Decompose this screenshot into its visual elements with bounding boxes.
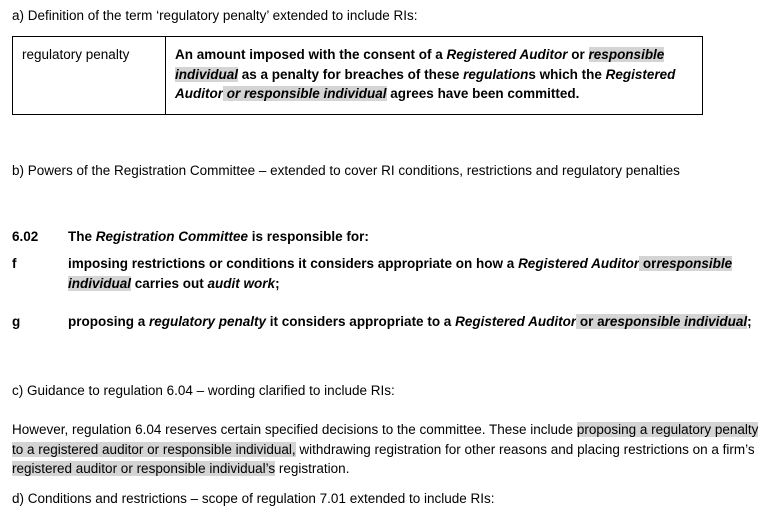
clause-text-after: is responsible for: [248, 228, 369, 244]
text-run: Registered Auditor [518, 256, 640, 271]
section-d-heading: d) Conditions and restrictions – scope of regulation 7.01 extended to include RIs: [12, 491, 495, 506]
text-run: imposing restrictions or conditions it considers appropriate on how a [68, 256, 519, 271]
text-run: However, regulation 6.04 reserves certain specified decisions to the committee. These include [12, 422, 577, 437]
definition-table [12, 36, 703, 115]
definition-term: regulatory penalty [13, 37, 166, 115]
text-run: or [567, 47, 589, 62]
text-run: ; [747, 314, 752, 329]
text-run: as a penalty for breaches of these [238, 66, 464, 82]
item-letter-f: f [12, 256, 17, 271]
definition-text [166, 37, 703, 115]
section-b-heading: b) Powers of the Registration Committee – extended to cover RI conditions, restrictions and regulatory penalties [12, 163, 680, 178]
clause-text-before: The [68, 228, 96, 244]
text-run: responsible individual [604, 314, 748, 329]
table-row [13, 37, 703, 115]
text-run: withdrawing registration for other reasons and placing restrictions on a firm’s [295, 441, 755, 457]
text-run: ; [275, 276, 280, 292]
list-item [12, 254, 764, 295]
text-run: audit work [207, 276, 276, 292]
item-text-f [68, 254, 764, 295]
text-run: or a [576, 314, 605, 329]
text-run: Registered Auditor [455, 314, 577, 329]
text-run: proposing a regulatory penalty to a registered auditor or responsible individual, [12, 422, 759, 457]
item-text-g [68, 312, 764, 332]
text-run: responsible individual [175, 47, 665, 82]
text-run: registration. [275, 461, 350, 477]
text-run: responsible individual [68, 256, 733, 292]
text-run: registered auditor or responsible individual’s [12, 461, 276, 477]
text-run: it considers appropriate to a [266, 314, 456, 329]
text-run: Registered Auditor [175, 66, 676, 102]
section-c-heading: c) Guidance to regulation 6.04 – wording clarified to include RIs: [12, 383, 395, 398]
text-run: proposing a [68, 314, 149, 329]
text-run: agrees have been committed. [386, 86, 580, 102]
item-letter-g: g [12, 314, 21, 329]
text-run: regulation [463, 66, 529, 82]
text-run: regulatory penalty [149, 314, 267, 329]
text-run: carries out [131, 276, 208, 292]
text-run: s which the [528, 66, 606, 82]
section-a-heading: a) Definition of the term ‘regulatory penalty’ extended to include RIs: [12, 8, 418, 23]
clause-number: 6.02 [12, 228, 39, 244]
text-run: or responsible individual [223, 86, 387, 102]
clause-6-02 [12, 229, 752, 244]
text-run: An amount imposed with the consent of a [175, 47, 447, 62]
list-item [12, 312, 764, 332]
section-c-body [12, 420, 764, 479]
definition-rich-text [175, 47, 675, 101]
clause-italic-term: Registration Committee [95, 228, 249, 244]
text-run: Registered Auditor [446, 47, 568, 62]
text-run: or [639, 256, 657, 271]
